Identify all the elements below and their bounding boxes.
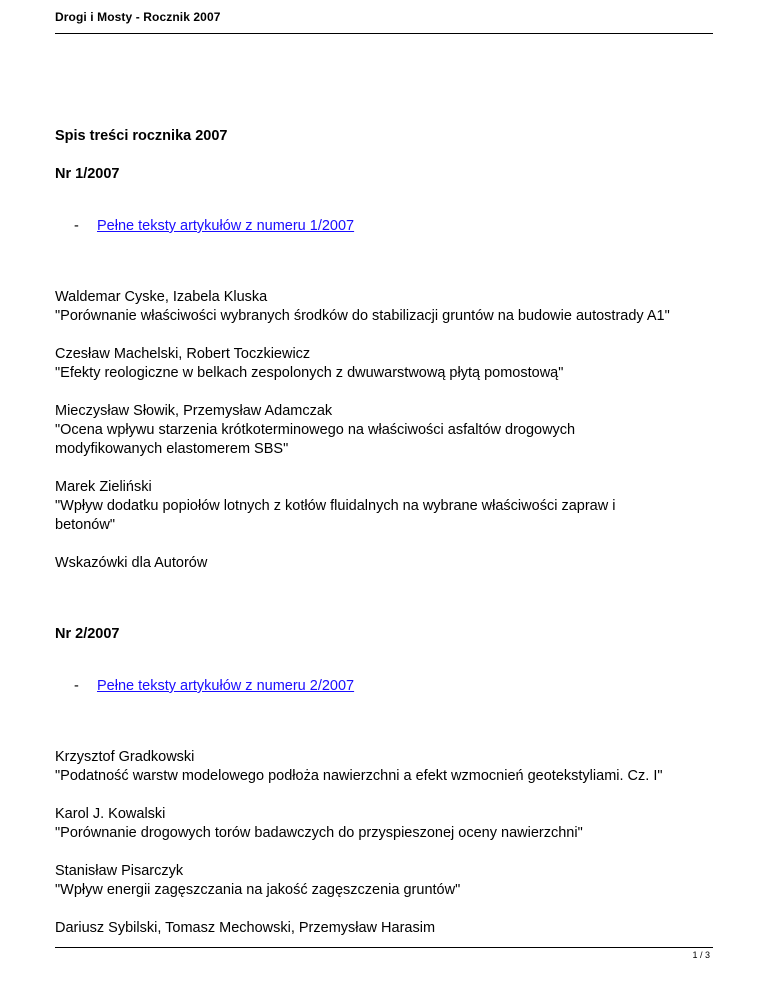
article-entry — [55, 554, 715, 573]
list-dash: - — [74, 678, 79, 694]
article-entry — [55, 748, 715, 786]
list-dash: - — [74, 218, 79, 234]
article-authors: Dariusz Sybilski, Tomasz Mechowski, Przemysław Harasim — [55, 920, 436, 936]
authors-guidelines: Wskazówki dla Autorów — [55, 555, 208, 571]
footer-divider — [55, 947, 713, 948]
article-authors: Czesław Machelski, Robert Toczkiewicz — [55, 346, 311, 362]
issue-label: Nr 2/2007 — [55, 626, 120, 642]
article-entry — [55, 805, 715, 843]
header-divider — [55, 33, 713, 34]
page-content — [55, 100, 715, 957]
document-header: Drogi i Mosty - Rocznik 2007 — [55, 10, 221, 24]
article-entry — [55, 862, 715, 900]
article-title: "Ocena wpływu starzenia krótkoterminowego na właściwości asfaltów drogowych modyfikowanych elastomerem SBS" — [55, 422, 576, 457]
article-authors: Mieczysław Słowik, Przemysław Adamczak — [55, 403, 333, 419]
article-title: "Wpływ dodatku popiołów lotnych z kotłów fluidalnych na wybrane właściwości zapraw i betonów" — [55, 498, 616, 533]
issue-link-row — [55, 217, 715, 236]
article-entry — [55, 919, 715, 938]
article-entry — [55, 402, 715, 459]
issue-articles — [55, 288, 715, 573]
article-title: "Porównanie drogowych torów badawczych do przyspieszonej oceny nawierzchni" — [55, 825, 583, 841]
article-entry — [55, 345, 715, 383]
article-title: "Wpływ energii zagęszczania na jakość zagęszczenia gruntów" — [55, 882, 461, 898]
issue-fulltext-link[interactable]: Pełne teksty artykułów z numeru 1/2007 — [97, 218, 355, 234]
article-authors: Karol J. Kowalski — [55, 806, 166, 822]
article-authors: Krzysztof Gradkowski — [55, 749, 195, 765]
article-entry — [55, 478, 715, 535]
article-title: "Porównanie właściwości wybranych środków do stabilizacji gruntów na budowie autostrady A1" — [55, 308, 670, 324]
article-authors: Waldemar Cyske, Izabela Kluska — [55, 289, 268, 305]
issue-label: Nr 1/2007 — [55, 166, 120, 182]
page-number: 1 / 3 — [692, 950, 710, 960]
issue-fulltext-link[interactable]: Pełne teksty artykułów z numeru 2/2007 — [97, 678, 355, 694]
article-authors: Stanisław Pisarczyk — [55, 863, 184, 879]
toc-title: Spis treści rocznika 2007 — [55, 128, 228, 144]
article-title: "Efekty reologiczne w belkach zespolonych z dwuwarstwową płytą pomostową" — [55, 365, 564, 381]
article-entry — [55, 288, 715, 326]
issue-articles — [55, 748, 715, 938]
issue-link-row — [55, 677, 715, 696]
article-authors: Marek Zieliński — [55, 479, 152, 495]
article-title: "Podatność warstw modelowego podłoża nawierzchni a efekt wzmocnień geotekstyliami. Cz. I" — [55, 768, 663, 784]
